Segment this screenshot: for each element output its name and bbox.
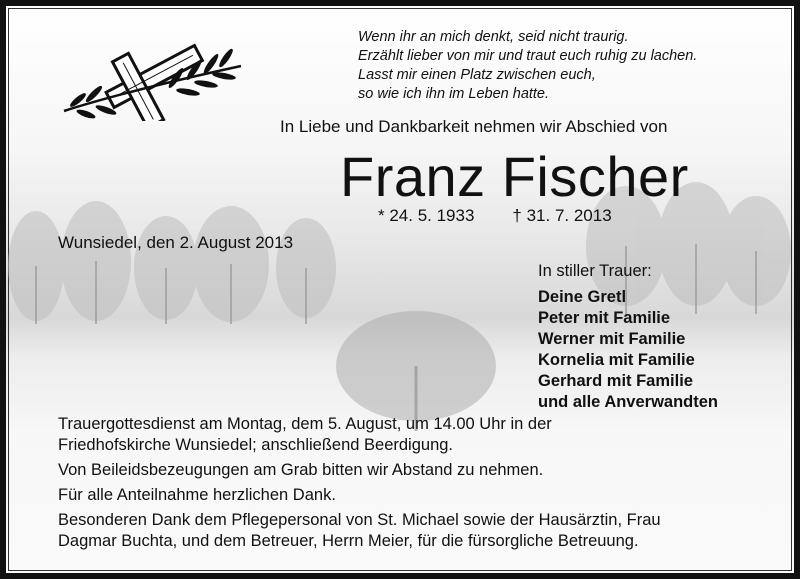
poem-line: Erzählt lieber von mir und traut euch ruhig zu lachen.	[358, 48, 698, 64]
mourner-name: Peter mit Familie	[538, 309, 671, 327]
poem-line: so wie ich ihn im Leben hatte.	[358, 86, 550, 102]
life-dates	[378, 206, 612, 226]
thanks-line: Für alle Anteilnahme herzlichen Dank.	[58, 486, 336, 504]
poem-line: Wenn ihr an mich denkt, seid nicht traurig.	[358, 29, 629, 45]
mourner-name: Deine Gretl	[538, 288, 627, 306]
service-info	[58, 414, 661, 456]
place-and-date: Wunsiedel, den 2. August 2013	[58, 233, 294, 252]
mourners-list	[538, 287, 718, 413]
special-thanks-line: Dagmar Buchta, und dem Betreuer, Herrn Meier, für die fürsorgliche Betreuung.	[58, 532, 639, 550]
special-thanks-line: Besonderen Dank dem Pflegepersonal von St. Michael sowie der Hausärztin, Frau	[58, 511, 661, 529]
farewell-intro: In Liebe und Dankbarkeit nehmen wir Abschied von	[280, 117, 668, 136]
notice-body	[58, 414, 661, 556]
mourner-name: und alle Anverwandten	[538, 393, 719, 411]
cross-with-palm-branch-icon	[56, 36, 246, 121]
condolence-request: Von Beileidsbezeugungen am Grab bitten wir Abstand zu nehmen.	[58, 461, 544, 479]
service-line: Trauergottesdienst am Montag, dem 5. August, um 14.00 Uhr in der	[58, 415, 552, 433]
mourning-heading: In stiller Trauer:	[538, 262, 652, 280]
service-line: Friedhofskirche Wunsiedel; anschließend Beerdigung.	[58, 436, 454, 454]
poem	[358, 28, 697, 104]
poem-line: Lasst mir einen Platz zwischen euch,	[358, 67, 596, 83]
mourner-name: Werner mit Familie	[538, 330, 686, 348]
mourner-name: Gerhard mit Familie	[538, 372, 693, 390]
deceased-name: Franz Fischer	[340, 145, 689, 208]
special-thanks	[58, 510, 661, 552]
death-date: † 31. 7. 2013	[512, 206, 612, 225]
birth-date: * 24. 5. 1933	[378, 206, 475, 225]
mourner-name: Kornelia mit Familie	[538, 351, 695, 369]
